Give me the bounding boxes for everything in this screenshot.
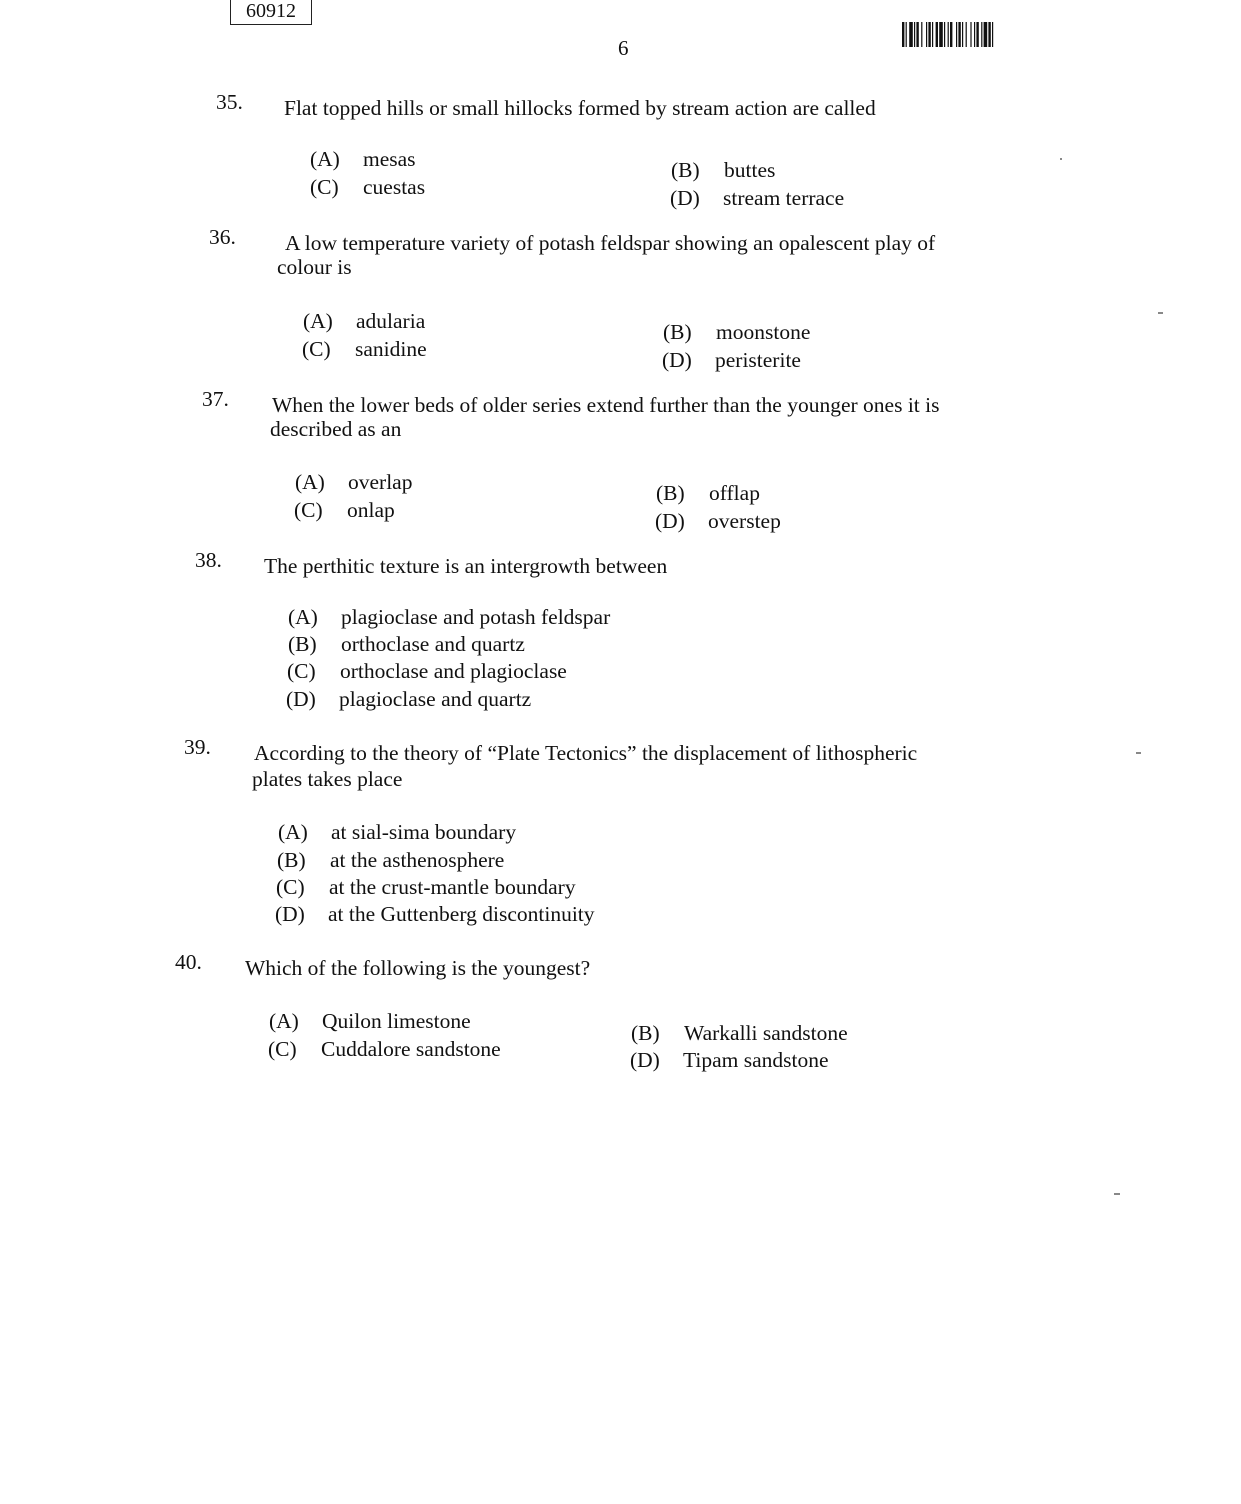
- option-label: (D): [670, 186, 700, 210]
- option-text: offlap: [709, 481, 760, 505]
- question-number: 36.: [209, 225, 236, 249]
- option-b: [288, 632, 525, 657]
- option-a: [310, 147, 416, 172]
- question-number: 40.: [175, 950, 202, 974]
- option-text: overstep: [708, 509, 781, 533]
- question-stem: A low temperature variety of potash feldspar showing an opalescent play of: [285, 231, 936, 255]
- option-label: (A): [269, 1009, 299, 1033]
- option-label: (D): [286, 687, 316, 711]
- question-39: [184, 735, 1004, 795]
- option-text: overlap: [348, 470, 413, 494]
- option-text: Cuddalore sandstone: [321, 1037, 501, 1061]
- scan-speck: [1158, 312, 1163, 314]
- option-label: (A): [295, 470, 325, 494]
- option-label: (A): [278, 820, 308, 844]
- option-label: (D): [630, 1048, 660, 1072]
- question-stem: When the lower beds of older series extend further than the younger ones it is: [272, 393, 940, 417]
- question-38: [195, 548, 795, 578]
- question-number: 35.: [216, 90, 243, 114]
- question-stem: Flat topped hills or small hillocks formed by stream action are called: [284, 96, 876, 120]
- option-text: Warkalli sandstone: [684, 1021, 848, 1045]
- option-text: moonstone: [716, 320, 811, 344]
- option-label: (B): [631, 1021, 660, 1045]
- option-text: at the Guttenberg discontinuity: [328, 902, 595, 926]
- option-d: [662, 348, 801, 373]
- option-label: (C): [302, 337, 331, 361]
- option-a: [269, 1009, 471, 1034]
- option-d: [275, 902, 595, 927]
- option-text: Quilon limestone: [322, 1009, 471, 1033]
- question-stem: According to the theory of “Plate Tectonics” the displacement of lithospheric: [254, 741, 918, 765]
- paper-code: 60912: [230, 0, 312, 25]
- option-text: onlap: [347, 498, 395, 522]
- option-b: [656, 481, 760, 506]
- option-text: at sial-sima boundary: [331, 820, 517, 844]
- option-label: (B): [671, 158, 700, 182]
- option-a: [278, 820, 516, 845]
- option-b: [631, 1021, 848, 1046]
- question-35: [216, 90, 1016, 120]
- option-text: buttes: [724, 158, 776, 182]
- question-stem: colour is: [277, 255, 352, 279]
- option-label: (C): [294, 498, 323, 522]
- option-label: (C): [268, 1037, 297, 1061]
- scan-speck: [1114, 1193, 1120, 1195]
- option-label: (D): [662, 348, 692, 372]
- option-label: (D): [275, 902, 305, 926]
- option-c: [276, 875, 576, 900]
- question-number: 39.: [184, 735, 211, 759]
- option-c: [310, 175, 425, 200]
- question-number: 37.: [202, 387, 229, 411]
- option-text: sanidine: [355, 337, 427, 361]
- option-label: (B): [663, 320, 692, 344]
- option-text: at the asthenosphere: [330, 848, 505, 872]
- option-b: [663, 320, 810, 345]
- question-number: 38.: [195, 548, 222, 572]
- question-37: [202, 387, 1022, 447]
- barcode-icon: [902, 22, 1054, 47]
- option-c: [287, 659, 567, 684]
- option-b: [671, 158, 775, 183]
- option-text: adularia: [356, 309, 426, 333]
- option-label: (A): [288, 605, 318, 629]
- question-40: [175, 950, 775, 980]
- option-label: (C): [276, 875, 305, 899]
- scan-speck: [1136, 752, 1141, 754]
- option-text: Tipam sandstone: [683, 1048, 829, 1072]
- option-label: (D): [655, 509, 685, 533]
- option-text: orthoclase and quartz: [341, 632, 525, 656]
- option-text: plagioclase and potash feldspar: [341, 605, 611, 629]
- option-text: peristerite: [715, 348, 801, 372]
- option-d: [670, 186, 844, 211]
- option-label: (B): [277, 848, 306, 872]
- option-a: [303, 309, 425, 334]
- question-36: [209, 225, 1029, 285]
- scan-speck: [1060, 158, 1062, 160]
- option-text: at the crust-mantle boundary: [329, 875, 576, 899]
- option-label: (A): [303, 309, 333, 333]
- question-stem: described as an: [270, 417, 402, 441]
- option-text: orthoclase and plagioclase: [340, 659, 567, 683]
- option-c: [294, 498, 395, 523]
- option-label: (C): [287, 659, 316, 683]
- option-text: mesas: [363, 147, 416, 171]
- option-label: (C): [310, 175, 339, 199]
- option-a: [295, 470, 412, 495]
- page-number: 6: [618, 36, 629, 60]
- option-label: (A): [310, 147, 340, 171]
- option-label: (B): [288, 632, 317, 656]
- option-b: [277, 848, 504, 873]
- option-d: [286, 687, 531, 712]
- option-text: stream terrace: [723, 186, 845, 210]
- option-label: (B): [656, 481, 685, 505]
- option-text: cuestas: [363, 175, 426, 199]
- option-d: [655, 509, 781, 534]
- option-c: [268, 1037, 501, 1062]
- option-a: [288, 605, 610, 630]
- question-stem: plates takes place: [252, 767, 403, 791]
- question-stem: Which of the following is the youngest?: [245, 956, 591, 980]
- option-d: [630, 1048, 829, 1073]
- question-stem: The perthitic texture is an intergrowth between: [264, 554, 668, 578]
- option-text: plagioclase and quartz: [339, 687, 532, 711]
- option-c: [302, 337, 427, 362]
